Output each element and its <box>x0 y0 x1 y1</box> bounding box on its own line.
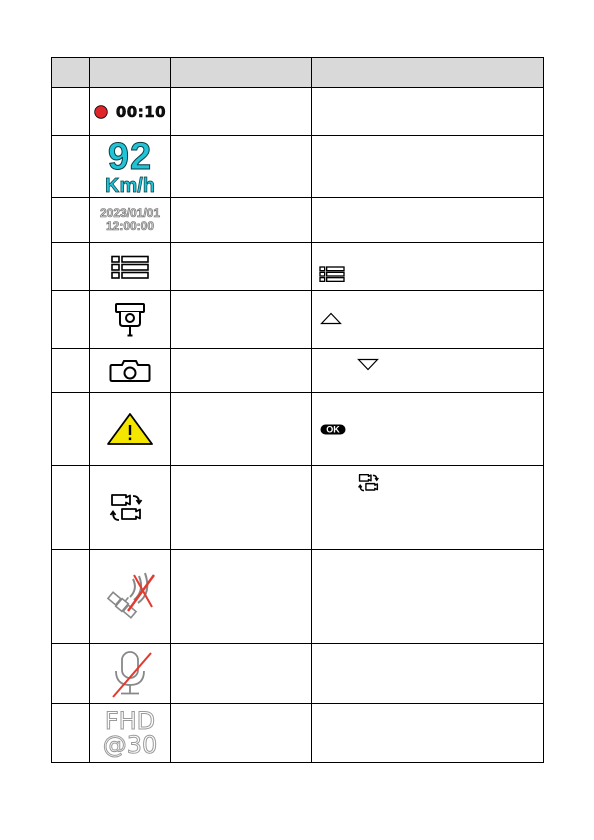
warning-triangle-icon <box>106 412 154 446</box>
ok-button-label: OK <box>326 424 340 435</box>
speed-camera-icon <box>114 302 146 338</box>
table-row <box>52 136 544 198</box>
record-time: 00:10 <box>115 102 167 121</box>
table-row <box>52 88 544 136</box>
table-row <box>52 550 544 644</box>
table-row <box>52 349 544 393</box>
resolution-label: FHD <box>104 707 156 735</box>
table-row <box>52 644 544 704</box>
table-row <box>52 291 544 349</box>
speed-value: 92 <box>107 135 153 178</box>
menu-list-icon <box>111 255 149 279</box>
icon-description-table <box>51 57 544 763</box>
header-cell-icon <box>90 58 171 88</box>
table-row <box>52 393 544 466</box>
header-cell-number <box>52 58 90 88</box>
date-text: 2023/01/01 <box>99 206 161 220</box>
speed-display <box>105 135 155 197</box>
down-triangle-icon <box>357 358 379 371</box>
ok-button-icon <box>320 424 346 435</box>
framerate-label: @30 <box>102 731 158 759</box>
up-triangle-icon <box>320 312 342 325</box>
table-row <box>52 243 544 291</box>
datetime-display <box>100 207 160 233</box>
time-text: 12:00:00 <box>105 219 155 233</box>
record-dot-icon <box>94 105 108 119</box>
menu-list-icon <box>317 266 347 282</box>
table-header-row <box>52 58 544 88</box>
camera-icon <box>109 359 151 383</box>
mic-off-icon <box>107 649 153 699</box>
table-row <box>52 704 544 763</box>
speed-unit: Km/h <box>105 174 155 197</box>
resolution-display <box>103 709 158 757</box>
header-cell-name <box>171 58 312 88</box>
header-cell-description <box>312 58 544 88</box>
camera-switch-icon <box>108 491 152 525</box>
table-row <box>52 198 544 243</box>
table-row <box>52 466 544 550</box>
camera-switch-icon <box>357 472 385 494</box>
gps-off-icon <box>100 567 160 627</box>
